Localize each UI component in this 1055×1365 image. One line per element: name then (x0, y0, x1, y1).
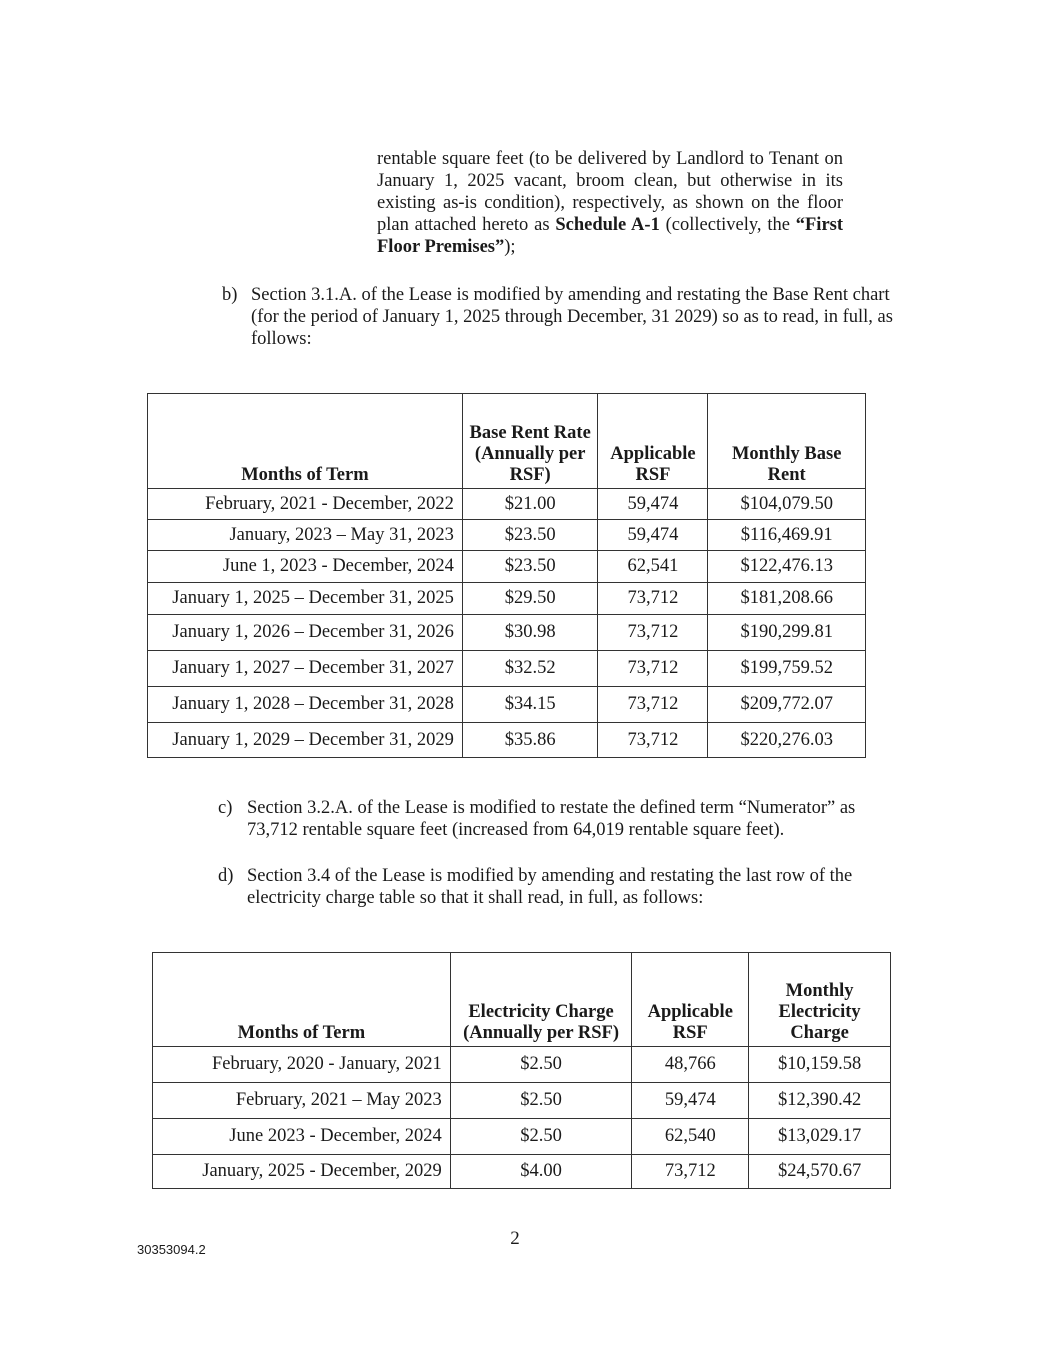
table-row (148, 489, 866, 520)
cell-rate: $2.50 (450, 1047, 632, 1083)
item-d-label: d) (218, 866, 234, 886)
cell-months-of-term: January 1, 2025 – December 31, 2025 (148, 583, 463, 615)
table-row (148, 687, 866, 723)
cell-months-of-term: January 1, 2026 – December 31, 2026 (148, 615, 463, 651)
cell-monthly-amount: $116,469.91 (708, 520, 866, 551)
cell-applicable-rsf: 73,712 (598, 651, 708, 687)
cell-rate: $32.52 (462, 651, 598, 687)
table-row (148, 520, 866, 551)
table-row (148, 583, 866, 615)
cell-months-of-term: January, 2025 - December, 2029 (153, 1155, 451, 1189)
cell-months-of-term: February, 2021 – May 2023 (153, 1083, 451, 1119)
cell-months-of-term: February, 2021 - December, 2022 (148, 489, 463, 520)
cell-monthly-amount: $104,079.50 (708, 489, 866, 520)
defined-term: “First Floor Premises” (377, 215, 844, 257)
table-row (148, 651, 866, 687)
cell-applicable-rsf: 73,712 (598, 687, 708, 723)
table-row (153, 1083, 891, 1119)
intro-text-1: rentable square feet (to be delivered by Landlord to Tenant on January 1, 2025 vacant, broom clean, but otherwise in its existing as-is condition), respectively, as shown on the floor plan attached hereto as (377, 149, 843, 235)
intro-text-2: (collectively, the (659, 215, 796, 235)
base-rent-table-body (148, 489, 866, 758)
cell-applicable-rsf: 59,474 (632, 1083, 749, 1119)
cell-months-of-term: January, 2023 – May 31, 2023 (148, 520, 463, 551)
item-b-text: Section 3.1.A. of the Lease is modified by amending and restating the Base Rent chart (for the period of January 1, 2025 through December, 31 2029) so as to read, in full, as follows: (251, 285, 893, 349)
cell-rate: $35.86 (462, 723, 598, 758)
item-c-text: Section 3.2.A. of the Lease is modified to restate the defined term “Numerator” as 73,712 rentable square feet (increased from 64,019 rentable square feet). (247, 798, 856, 840)
cell-rate: $2.50 (450, 1083, 632, 1119)
cell-applicable-rsf: 73,712 (598, 615, 708, 651)
cell-applicable-rsf: 59,474 (598, 520, 708, 551)
cell-rate: $23.50 (462, 520, 598, 551)
cell-monthly-amount: $220,276.03 (708, 723, 866, 758)
table-row (153, 1047, 891, 1083)
cell-rate: $4.00 (450, 1155, 632, 1189)
cell-rate: $30.98 (462, 615, 598, 651)
item-d-text: Section 3.4 of the Lease is modified by amending and restating the last row of the electricity charge table so that it shall read, in full, as follows: (247, 866, 853, 908)
header-monthly-electricity-charge: Monthly Electricity Charge (749, 953, 891, 1047)
cell-monthly-amount: $13,029.17 (749, 1119, 891, 1155)
cell-months-of-term: June 1, 2023 - December, 2024 (148, 551, 463, 583)
header-applicable-rsf: Applicable RSF (598, 394, 708, 489)
cell-monthly-amount: $10,159.58 (749, 1047, 891, 1083)
cell-applicable-rsf: 73,712 (598, 583, 708, 615)
page-number: 2 (510, 1228, 520, 1249)
table-row (153, 1155, 891, 1189)
cell-applicable-rsf: 48,766 (632, 1047, 749, 1083)
cell-rate: $34.15 (462, 687, 598, 723)
electricity-table-body (153, 1047, 891, 1189)
cell-rate: $29.50 (462, 583, 598, 615)
cell-rate: $21.00 (462, 489, 598, 520)
intro-text-3: ); (504, 237, 516, 257)
header-months-of-term: Months of Term (153, 953, 451, 1047)
table-header-row (153, 953, 891, 1047)
cell-applicable-rsf: 59,474 (598, 489, 708, 520)
item-c-label: c) (218, 798, 233, 818)
cell-rate: $23.50 (462, 551, 598, 583)
cell-rate: $2.50 (450, 1119, 632, 1155)
table-header-row (148, 394, 866, 489)
electricity-charge-table (152, 952, 891, 1189)
table-row (148, 723, 866, 758)
cell-months-of-term: January 1, 2029 – December 31, 2029 (148, 723, 463, 758)
header-applicable-rsf: Applicable RSF (632, 953, 749, 1047)
table-row (148, 551, 866, 583)
header-electricity-charge: Electricity Charge (Annually per RSF) (450, 953, 632, 1047)
document-id: 30353094.2 (137, 1242, 206, 1257)
header-months-of-term: Months of Term (148, 394, 463, 489)
cell-monthly-amount: $190,299.81 (708, 615, 866, 651)
cell-applicable-rsf: 62,540 (632, 1119, 749, 1155)
table-row (153, 1119, 891, 1155)
cell-months-of-term: January 1, 2028 – December 31, 2028 (148, 687, 463, 723)
schedule-reference: Schedule A-1 (555, 215, 660, 235)
cell-months-of-term: February, 2020 - January, 2021 (153, 1047, 451, 1083)
cell-months-of-term: January 1, 2027 – December 31, 2027 (148, 651, 463, 687)
cell-monthly-amount: $12,390.42 (749, 1083, 891, 1119)
cell-monthly-amount: $24,570.67 (749, 1155, 891, 1189)
header-monthly-base-rent: Monthly Base Rent (708, 394, 866, 489)
item-b-label: b) (222, 285, 238, 305)
cell-applicable-rsf: 73,712 (598, 723, 708, 758)
table-row (148, 615, 866, 651)
header-base-rent-rate: Base Rent Rate (Annually per RSF) (462, 394, 598, 489)
cell-months-of-term: June 2023 - December, 2024 (153, 1119, 451, 1155)
cell-applicable-rsf: 62,541 (598, 551, 708, 583)
base-rent-table (147, 393, 866, 758)
intro-paragraph (377, 148, 843, 258)
cell-monthly-amount: $199,759.52 (708, 651, 866, 687)
cell-monthly-amount: $122,476.13 (708, 551, 866, 583)
cell-monthly-amount: $181,208.66 (708, 583, 866, 615)
cell-monthly-amount: $209,772.07 (708, 687, 866, 723)
cell-applicable-rsf: 73,712 (632, 1155, 749, 1189)
